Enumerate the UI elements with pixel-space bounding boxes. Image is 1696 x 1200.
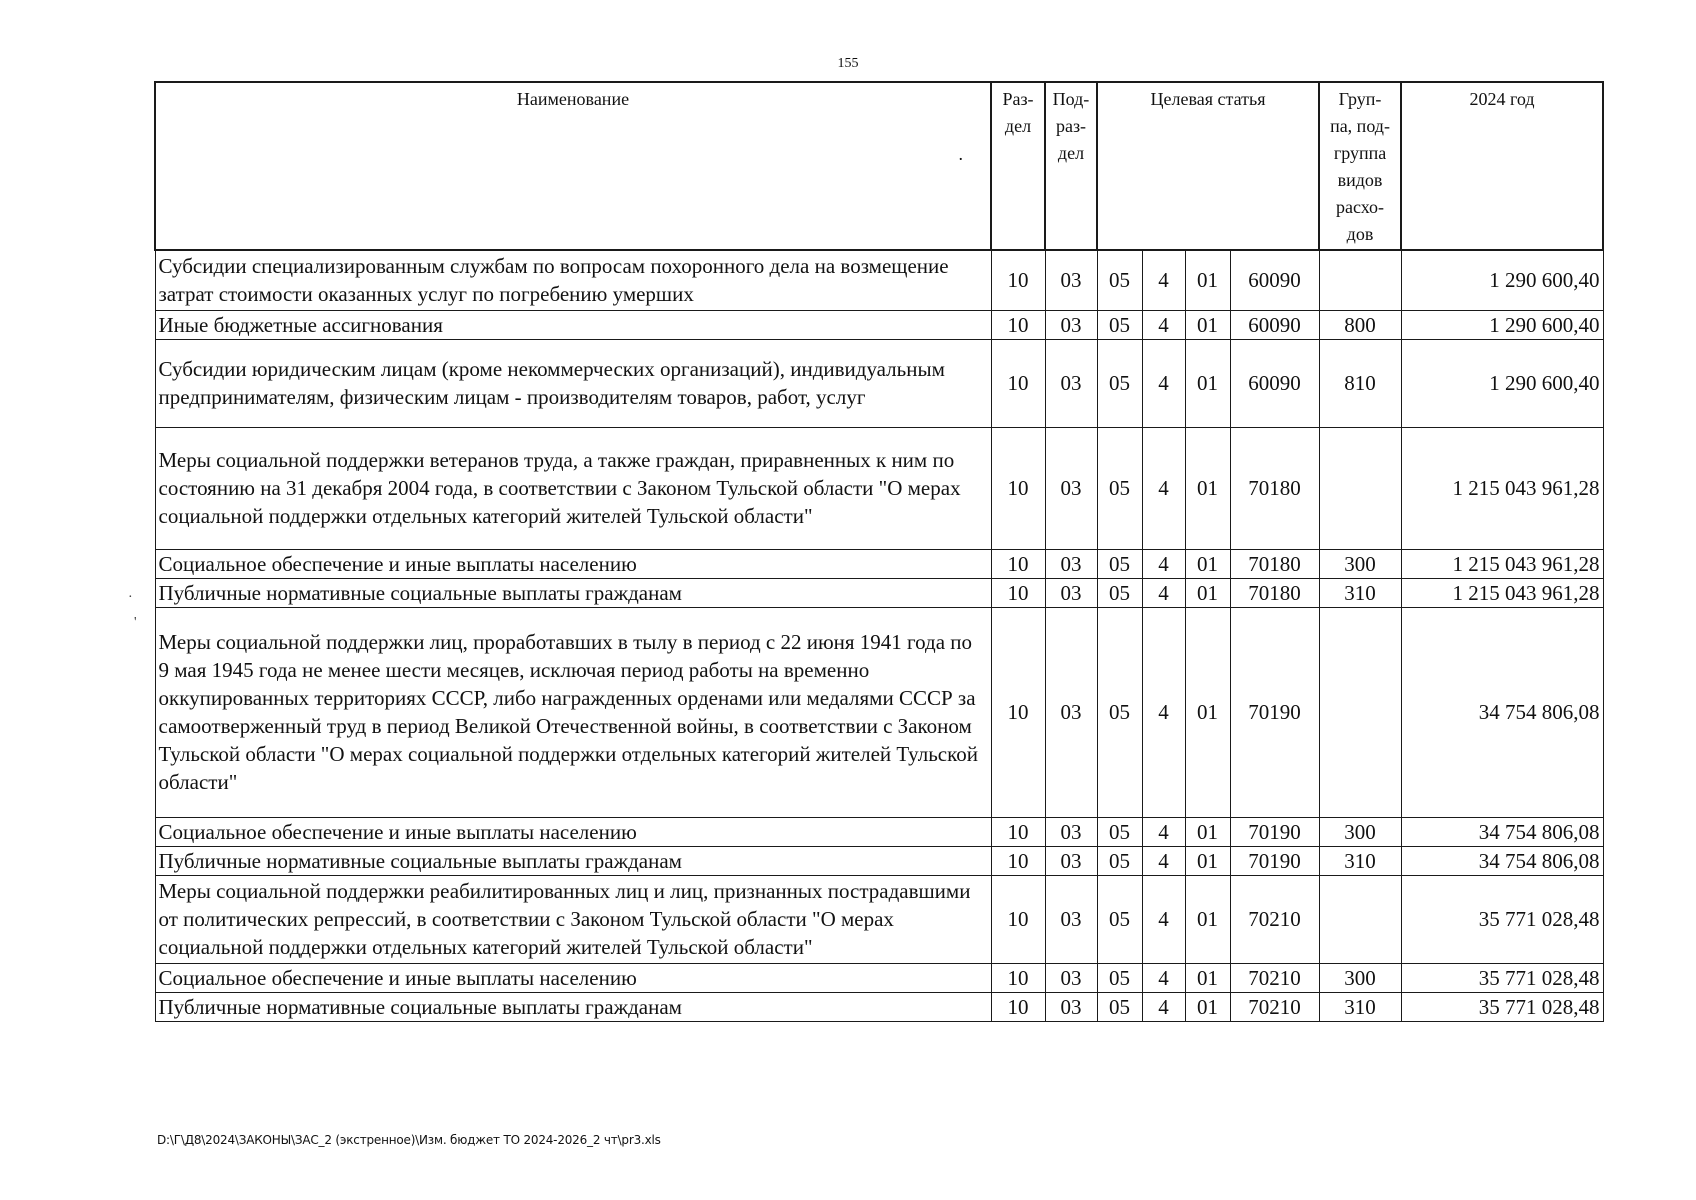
cell-expense-group: 300 bbox=[1319, 963, 1401, 992]
cell-section: 10 bbox=[991, 992, 1045, 1021]
cell-section: 10 bbox=[991, 549, 1045, 578]
cell-target-program: 05 bbox=[1097, 992, 1142, 1021]
cell-name: Субсидии специализированным службам по вопросам похоронного дела на возмещение затрат стоимости оказанных услуг по погребению умерших bbox=[155, 250, 991, 310]
budget-table bbox=[154, 81, 1604, 1022]
cell-name: Публичные нормативные социальные выплаты гражданам bbox=[155, 992, 991, 1021]
cell-target-direction: 70210 bbox=[1230, 992, 1319, 1021]
page-number: 155 bbox=[837, 56, 859, 71]
cell-target-subprogram: 01 bbox=[1185, 339, 1230, 427]
table-row bbox=[155, 427, 1603, 549]
cell-target-subprogram: 01 bbox=[1185, 250, 1230, 310]
cell-target-program: 05 bbox=[1097, 339, 1142, 427]
cell-target-subprogram: 01 bbox=[1185, 427, 1230, 549]
cell-target-type: 4 bbox=[1142, 310, 1185, 339]
cell-target-direction: 70190 bbox=[1230, 846, 1319, 875]
cell-target-type: 4 bbox=[1142, 549, 1185, 578]
cell-name: Социальное обеспечение и иные выплаты населению bbox=[155, 817, 991, 846]
header-year: 2024 год bbox=[1401, 82, 1603, 250]
cell-expense-group: 310 bbox=[1319, 992, 1401, 1021]
cell-target-direction: 70210 bbox=[1230, 963, 1319, 992]
cell-target-type: 4 bbox=[1142, 963, 1185, 992]
table-header-row bbox=[155, 82, 1603, 250]
table-row bbox=[155, 875, 1603, 963]
cell-name: Публичные нормативные социальные выплаты гражданам bbox=[155, 578, 991, 607]
cell-subsection: 03 bbox=[1045, 992, 1097, 1021]
cell-section: 10 bbox=[991, 817, 1045, 846]
cell-target-direction: 70180 bbox=[1230, 427, 1319, 549]
cell-expense-group: 300 bbox=[1319, 817, 1401, 846]
cell-target-subprogram: 01 bbox=[1185, 607, 1230, 817]
cell-name: Меры социальной поддержки лиц, проработавших в тылу в период с 22 июня 1941 года по 9 мая 1945 года не менее шести месяцев, исключая период работы на временно оккупированных территориях СССР, либо награжденных орденами или медалями СССР за самоотверженный труд в период Великой Отечественной войны, в соответствии с Законом Тульской области "О мерах социальной поддержки отдельных категорий жителей Тульской области" bbox=[155, 607, 991, 817]
cell-amount: 1 290 600,40 bbox=[1401, 310, 1603, 339]
table-row bbox=[155, 992, 1603, 1021]
cell-target-type: 4 bbox=[1142, 817, 1185, 846]
cell-name: Меры социальной поддержки ветеранов труда, а также граждан, приравненных к ним по состоянию на 31 декабря 2004 года, в соответствии с Законом Тульской области "О мерах социальной поддержки отдельных категорий жителей Тульской области" bbox=[155, 427, 991, 549]
cell-amount: 34 754 806,08 bbox=[1401, 817, 1603, 846]
cell-expense-group: 810 bbox=[1319, 339, 1401, 427]
cell-name: Субсидии юридическим лицам (кроме некоммерческих организаций), индивидуальным предпринимателям, физическим лицам - производителям товаров, работ, услуг bbox=[155, 339, 991, 427]
table-row bbox=[155, 963, 1603, 992]
cell-expense-group: 310 bbox=[1319, 846, 1401, 875]
footer-file-path: D:\Г\Д8\2024\ЗАКОНЫ\ЗАС_2 (экстренное)\Изм. бюджет ТО 2024-2026_2 чт\pr3.xls bbox=[157, 1133, 661, 1147]
margin-mark: ' bbox=[134, 615, 137, 630]
cell-amount: 1 215 043 961,28 bbox=[1401, 427, 1603, 549]
cell-target-subprogram: 01 bbox=[1185, 846, 1230, 875]
cell-amount: 35 771 028,48 bbox=[1401, 963, 1603, 992]
table-row bbox=[155, 607, 1603, 817]
cell-subsection: 03 bbox=[1045, 339, 1097, 427]
cell-amount: 1 290 600,40 bbox=[1401, 339, 1603, 427]
header-target-article: Целевая статья bbox=[1097, 82, 1319, 250]
cell-target-type: 4 bbox=[1142, 992, 1185, 1021]
cell-expense-group bbox=[1319, 427, 1401, 549]
cell-expense-group bbox=[1319, 250, 1401, 310]
cell-target-program: 05 bbox=[1097, 427, 1142, 549]
cell-target-subprogram: 01 bbox=[1185, 310, 1230, 339]
cell-amount: 35 771 028,48 bbox=[1401, 875, 1603, 963]
cell-target-program: 05 bbox=[1097, 549, 1142, 578]
cell-target-type: 4 bbox=[1142, 875, 1185, 963]
table-row bbox=[155, 817, 1603, 846]
cell-name: Меры социальной поддержки реабилитированных лиц и лиц, признанных пострадавшими от политических репрессий, в соответствии с Законом Тульской области "О мерах социальной поддержки отдельных категорий жителей Тульской области" bbox=[155, 875, 991, 963]
cell-target-type: 4 bbox=[1142, 578, 1185, 607]
cell-subsection: 03 bbox=[1045, 549, 1097, 578]
table-body bbox=[155, 250, 1603, 1021]
header-subsection: Под- раз- дел bbox=[1045, 82, 1097, 250]
cell-target-program: 05 bbox=[1097, 310, 1142, 339]
cell-name: Социальное обеспечение и иные выплаты населению bbox=[155, 549, 991, 578]
cell-expense-group: 310 bbox=[1319, 578, 1401, 607]
cell-section: 10 bbox=[991, 607, 1045, 817]
cell-target-subprogram: 01 bbox=[1185, 549, 1230, 578]
table-row bbox=[155, 310, 1603, 339]
cell-target-subprogram: 01 bbox=[1185, 963, 1230, 992]
cell-subsection: 03 bbox=[1045, 427, 1097, 549]
cell-target-type: 4 bbox=[1142, 427, 1185, 549]
cell-target-direction: 70190 bbox=[1230, 607, 1319, 817]
cell-target-subprogram: 01 bbox=[1185, 578, 1230, 607]
cell-name: Социальное обеспечение и иные выплаты населению bbox=[155, 963, 991, 992]
cell-target-direction: 60090 bbox=[1230, 310, 1319, 339]
cell-target-direction: 70210 bbox=[1230, 875, 1319, 963]
cell-section: 10 bbox=[991, 875, 1045, 963]
cell-target-program: 05 bbox=[1097, 578, 1142, 607]
header-group: Груп- па, под- группа видов расхо- дов bbox=[1319, 82, 1401, 250]
cell-subsection: 03 bbox=[1045, 963, 1097, 992]
cell-target-program: 05 bbox=[1097, 607, 1142, 817]
cell-target-subprogram: 01 bbox=[1185, 875, 1230, 963]
cell-expense-group: 800 bbox=[1319, 310, 1401, 339]
cell-section: 10 bbox=[991, 427, 1045, 549]
header-name: Наименование . bbox=[155, 82, 991, 250]
cell-amount: 1 215 043 961,28 bbox=[1401, 549, 1603, 578]
cell-subsection: 03 bbox=[1045, 817, 1097, 846]
cell-target-program: 05 bbox=[1097, 875, 1142, 963]
table-row bbox=[155, 846, 1603, 875]
cell-target-direction: 70190 bbox=[1230, 817, 1319, 846]
cell-section: 10 bbox=[991, 578, 1045, 607]
cell-target-direction: 70180 bbox=[1230, 549, 1319, 578]
table-row bbox=[155, 339, 1603, 427]
cell-section: 10 bbox=[991, 310, 1045, 339]
cell-subsection: 03 bbox=[1045, 578, 1097, 607]
cell-target-type: 4 bbox=[1142, 339, 1185, 427]
cell-name: Публичные нормативные социальные выплаты гражданам bbox=[155, 846, 991, 875]
cell-subsection: 03 bbox=[1045, 607, 1097, 817]
cell-target-type: 4 bbox=[1142, 250, 1185, 310]
margin-mark: · bbox=[128, 590, 133, 605]
cell-expense-group: 300 bbox=[1319, 549, 1401, 578]
cell-amount: 34 754 806,08 bbox=[1401, 607, 1603, 817]
cell-target-subprogram: 01 bbox=[1185, 817, 1230, 846]
table-row bbox=[155, 250, 1603, 310]
cell-target-direction: 60090 bbox=[1230, 339, 1319, 427]
cell-target-program: 05 bbox=[1097, 963, 1142, 992]
cell-expense-group bbox=[1319, 607, 1401, 817]
header-section: Раз- дел bbox=[991, 82, 1045, 250]
cell-amount: 34 754 806,08 bbox=[1401, 846, 1603, 875]
cell-section: 10 bbox=[991, 250, 1045, 310]
cell-target-program: 05 bbox=[1097, 817, 1142, 846]
cell-target-direction: 70180 bbox=[1230, 578, 1319, 607]
cell-target-type: 4 bbox=[1142, 846, 1185, 875]
cell-section: 10 bbox=[991, 339, 1045, 427]
cell-subsection: 03 bbox=[1045, 846, 1097, 875]
cell-expense-group bbox=[1319, 875, 1401, 963]
cell-section: 10 bbox=[991, 963, 1045, 992]
cell-target-program: 05 bbox=[1097, 250, 1142, 310]
cell-subsection: 03 bbox=[1045, 310, 1097, 339]
cell-target-subprogram: 01 bbox=[1185, 992, 1230, 1021]
table-row bbox=[155, 578, 1603, 607]
cell-amount: 1 215 043 961,28 bbox=[1401, 578, 1603, 607]
cell-subsection: 03 bbox=[1045, 250, 1097, 310]
cell-target-direction: 60090 bbox=[1230, 250, 1319, 310]
cell-target-program: 05 bbox=[1097, 846, 1142, 875]
cell-amount: 1 290 600,40 bbox=[1401, 250, 1603, 310]
table-row bbox=[155, 549, 1603, 578]
cell-subsection: 03 bbox=[1045, 875, 1097, 963]
cell-amount: 35 771 028,48 bbox=[1401, 992, 1603, 1021]
cell-target-type: 4 bbox=[1142, 607, 1185, 817]
cell-section: 10 bbox=[991, 846, 1045, 875]
cell-name: Иные бюджетные ассигнования bbox=[155, 310, 991, 339]
